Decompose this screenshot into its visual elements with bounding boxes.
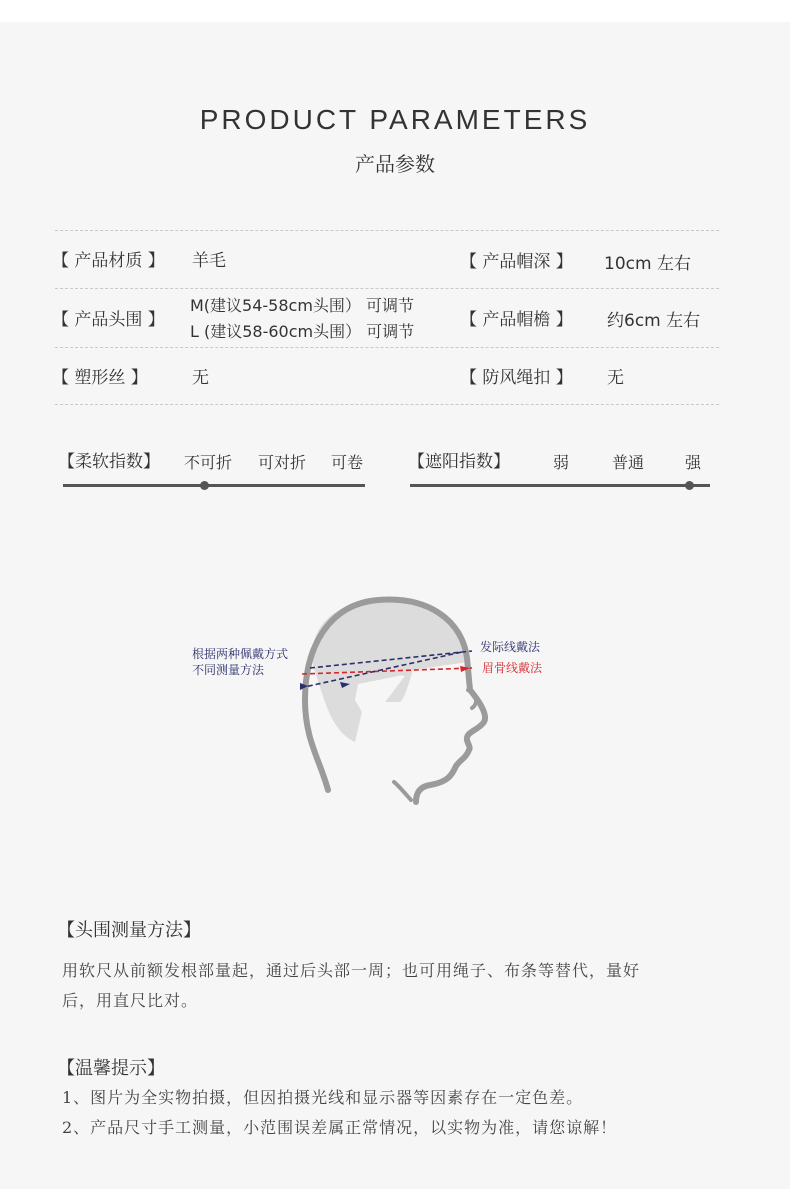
table-divider (55, 288, 719, 289)
shade-scale-marker (685, 481, 694, 490)
shaping-wire-label: 【 塑形丝 】 (52, 368, 148, 388)
shade-option: 弱 (553, 453, 570, 472)
material-value: 羊毛 (192, 251, 226, 271)
circumference-label: 【 产品头围 】 (52, 310, 165, 330)
hairline-wearing-label: 发际线戴法 (480, 640, 541, 654)
neck-outline (394, 782, 411, 800)
shade-scale-track (410, 484, 710, 487)
depth-label: 【 产品帽深 】 (460, 252, 573, 272)
circumference-value-m: M(建议54-58cm头围） 可调节 (190, 296, 415, 315)
softness-scale-track (63, 484, 365, 487)
hat-shading (313, 666, 410, 742)
tips-text-1: 1、图片为全实物拍摄，但因拍摄光线和显示器等因素存在一定色差。 (62, 1088, 584, 1107)
material-label: 【 产品材质 】 (52, 251, 165, 271)
shade-label: 【遮阳指数】 (408, 452, 510, 472)
softness-option: 可卷 (331, 453, 364, 472)
ear-outline (468, 690, 476, 708)
measure-heading: 【头围测量方法】 (57, 920, 201, 941)
shade-option: 普通 (612, 453, 645, 472)
windproof-value: 无 (607, 368, 624, 388)
page-title-en: PRODUCT PARAMETERS (199, 104, 591, 135)
brim-label: 【 产品帽檐 】 (460, 310, 573, 330)
table-divider (55, 230, 719, 231)
circumference-value-l: L (建议58-60cm头围） 可调节 (190, 322, 415, 341)
shade-option: 强 (685, 453, 702, 472)
measure-text-1: 用软尺从前额发根部量起，通过后头部一周；也可用绳子、布条等替代，量好 (62, 961, 641, 980)
windproof-label: 【 防风绳扣 】 (460, 368, 573, 388)
tips-heading: 【温馨提示】 (57, 1058, 165, 1079)
diagram-note-1: 根据两种佩戴方式 (192, 647, 289, 661)
tips-text-2: 2、产品尺寸手工测量，小范围误差属正常情况，以实物为准，请您谅解！ (62, 1118, 618, 1137)
brow-wearing-label: 眉骨线戴法 (482, 661, 543, 675)
page-title-cn: 产品参数 (355, 152, 435, 176)
table-divider (55, 404, 719, 405)
table-divider (55, 347, 719, 348)
softness-label: 【柔软指数】 (58, 452, 160, 472)
head-measurement-diagram (180, 590, 560, 820)
brim-value: 约6cm 左右 (607, 311, 701, 331)
shaping-wire-value: 无 (192, 368, 209, 388)
depth-value: 10cm 左右 (604, 254, 691, 274)
softness-option: 不可折 (184, 453, 233, 472)
softness-option: 可对折 (258, 453, 307, 472)
measure-text-2: 后，用直尺比对。 (62, 991, 199, 1010)
diagram-note-2: 不同测量方法 (192, 663, 265, 677)
